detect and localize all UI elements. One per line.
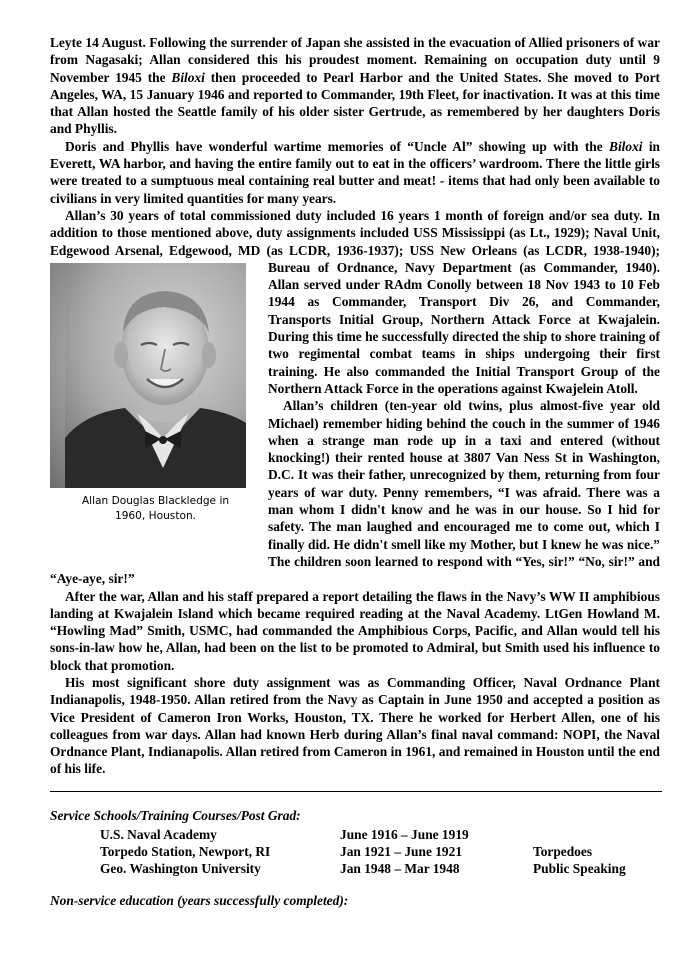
table-row xyxy=(100,826,653,843)
service-schools-heading: Service Schools/Training Courses/Post Grad: xyxy=(50,808,301,823)
table-row xyxy=(100,843,653,860)
paragraph-children: Allan’s children (ten-year old twins, plus almost-five year old Michael) remember hiding behind the couch in the summer of 1946 when a strange man rode up in a taxi and entered (without knocking!) their rented house at 3807 Van Ness St in Washington, D.C. It was their father, unrecognized by them, returning from four years of war duty. Penny remembers, “I was afraid. There was a man whom I didn't know and he was in our house. So I hid for safety. The man laughed and encouraged me to come out, which I finally did. He didn't smell like my Mother, but I knew he was nice.” The children soon learned to respond with “Yes, sir!” “No, sir!” and “Aye-aye, sir!” xyxy=(50,398,660,587)
duty-text-start: Allan’s 30 years of total commissioned duty included 16 years 1 month of foreign and/or sea duty. In addition to those mentioned above, duty assignments included USS Mississippi (as Lt., 1929); Naval Unit, Edgewood Arsenal, Edgewood, MD (as LCDR, 1936-1937); USS New Orleans xyxy=(50,207,660,258)
biography-text xyxy=(50,34,660,778)
school-subject: Torpedoes xyxy=(533,844,593,859)
portrait-photo xyxy=(50,263,246,488)
school-name: Geo. Washington University xyxy=(100,861,261,876)
paragraph-surrender: Leyte 14 August. Following the surrender of Japan she assisted in the evacuation of Allied prisoners of war from Nagasaki; Allan considered this his proudest moment. Remaining on occupation duty until 9 November 1945 the Biloxi then proceeded to Pearl Harbor and the United States. She moved to Port Angeles, WA, 15 January 1946 and reported to Commander, 19th Fleet, for inactivation. It was at this time that Allan hosted the Seattle family of his older sister Gertrude, as remembered by her daughters Doris and Phyllis. xyxy=(50,35,660,137)
service-schools-table xyxy=(100,826,653,877)
ship-name: Biloxi xyxy=(171,69,205,85)
non-service-education-heading: Non-service education (years successfully completed): xyxy=(50,893,349,908)
school-subject: Public Speaking xyxy=(533,861,626,876)
paragraph-shore-duty: His most significant shore duty assignment was as Commanding Officer, Naval Ordnance Plant Indianapolis, 1948-1950. Allan retired from the Navy as Captain in June 1950 and accepted a position as Vice President of Cameron Iron Works, Houston, TX. There he worked for Herbert Allen, one of his colleagues from war days. Allan had known Herb during Allan’s final naval command: NOPI, the Naval Ordnance Plant, Indianapolis. Allan retired from Cameron in 1961, and remained in Houston until the end of his life. xyxy=(50,674,660,777)
portrait-figure xyxy=(50,263,250,565)
school-dates: June 1916 – June 1919 xyxy=(340,827,469,842)
ship-name: Biloxi xyxy=(609,138,643,154)
paragraph-wartime-memories: Doris and Phyllis have wonderful wartime memories of “Uncle Al” showing up with the Biloxi in Everett, WA harbor, and having the entire family out to eat in the officers’ wardroom. There the little girls were treated to a sumptuous meal containing real butter and meat! - items that had only been available to civilians in very limited quantities for many years. xyxy=(50,138,661,206)
school-subject xyxy=(533,826,653,843)
portrait-illustration xyxy=(65,263,246,488)
school-name: U.S. Naval Academy xyxy=(100,827,217,842)
portrait-caption: Allan Douglas Blackledge in 1960, Houston. xyxy=(81,494,230,522)
table-row xyxy=(100,860,653,877)
duty-text-rest: (as LCDR, 1938-1940); Bureau of Ordnance, Navy Department (as Commander, 1940). Allan served under RAdm Conolly between 18 Nov 1943 to 10 Feb 1944 as Commander, Transport Div 26, and Commander, Transports Initial Group, Northern Attack Force at Kwajalein. During this time he successfully directed the ship to shore training of two regimental combat teams in ships undergoing their first training. He also commanded the Initial Transport Group of the Northern Attack Force in the operations against Kwajelein Atoll. xyxy=(268,242,660,396)
school-dates: Jan 1948 – Mar 1948 xyxy=(340,861,460,876)
paragraph-after-war: After the war, Allan and his staff prepared a report detailing the flaws in the Navy’s WW II amphibious landing at Kwajalein Island which became required reading at the Naval Academy. LtGen Howland M. “Howling Mad” Smith, USMC, had commanded the Amphibious Corps, Pacific, and Allan would tell his sons-in-law how he, Allan, had been on the list to be promoted to Admiral, but Smith used his influence to block that promotion. xyxy=(50,588,660,673)
school-name: Torpedo Station, Newport, RI xyxy=(100,844,271,859)
school-dates: Jan 1921 – June 1921 xyxy=(340,844,463,859)
section-divider xyxy=(50,791,662,792)
